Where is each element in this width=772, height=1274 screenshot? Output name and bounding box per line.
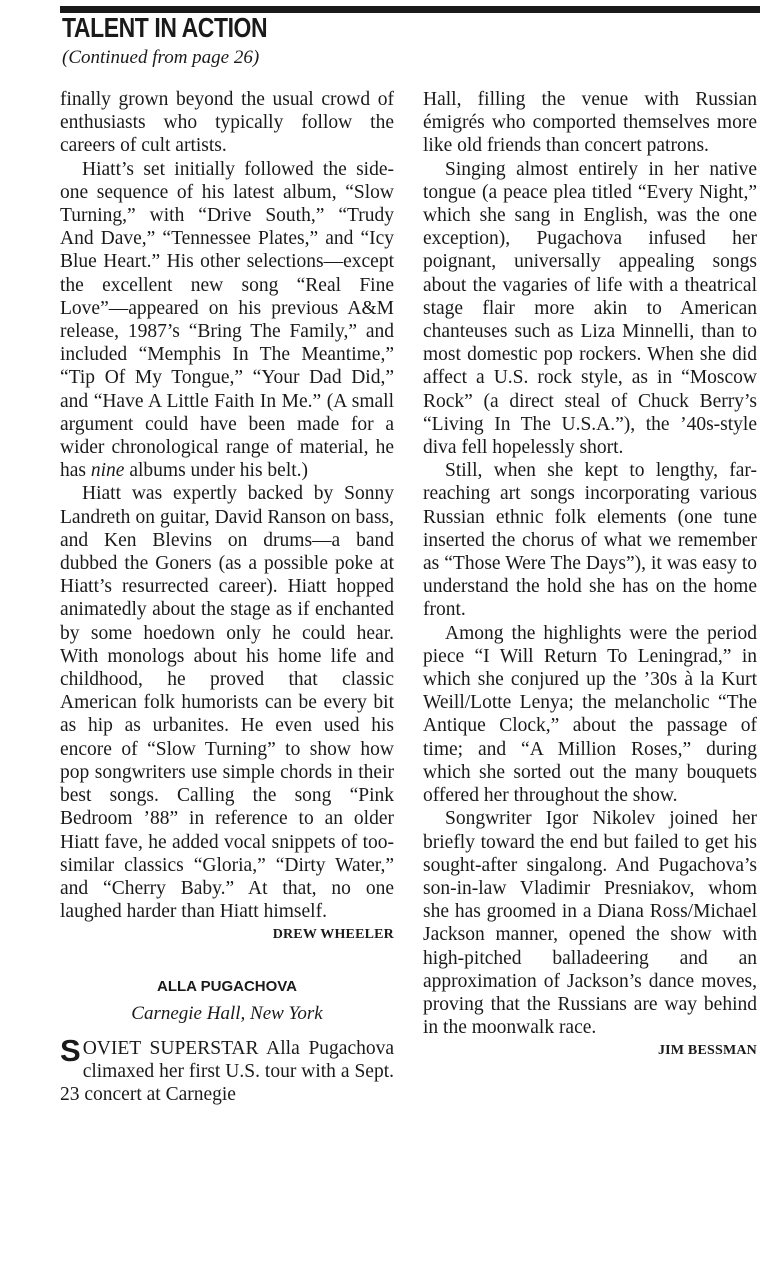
section-title: TALENT IN ACTION [62, 12, 268, 43]
hiatt-paragraph-1: finally grown beyond the usual crowd of enthusiasts who typically follow the careers of cult artists. [60, 89, 394, 157]
hiatt-paragraph-3: Hiatt was expertly backed by Sonny Landreth on guitar, David Ranson on bass, and Ken Blevins on drums—a band dubbed the Goners (as a possible poke at Hiatt’s resurrected career). Hiatt hopped animatedly about the stage as if enchanted by some hoedown only he could hear. With monologs about his home life and childhood, he proved that classic American folk humorists can be every bit as hip as urbanites. He even used his encore of “Slow Turning” to show how pop songwriters use simple chords in their best songs. Calling the song “Pink Bedroom ’88” in reference to an older Hiatt fave, he added vocal snippets of too-similar classics “Gloria,” “Dirty Water,” and “Cherry Baby.” At that, no one laughed harder than Hiatt himself. [60, 483, 394, 923]
review-artist: ALLA PUGACHOVA [157, 977, 297, 995]
byline-jim-bessman: JIM BESSMAN [657, 1043, 757, 1059]
emphasis-nine: nine [90, 460, 125, 482]
pugachova-paragraph-1: Hall, filling the venue with Russian émigrés who comported themselves more like old friends than concert patrons. [423, 89, 757, 157]
pugachova-lead-paragraph: SOVIET SUPERSTAR Alla Pugachova climaxed her first U.S. tour with a Sept. 23 concert at Carnegie [60, 1032, 394, 1106]
review-heading [60, 975, 394, 1025]
byline-drew-wheeler: DREW WHEELER [272, 927, 394, 943]
review-venue: Carnegie Hall, New York [131, 1002, 323, 1024]
pugachova-paragraph-5: Songwriter Igor Nikolev joined her briefly toward the end but failed to get his sought-after singalong. And Pugachova’s son-in-law Vladimir Presniakov, whom she has groomed in a Diana Ross/Michael Jackson manner, opened the show with high-pitched balladeering and an approximation of Jackson’s dance moves, proving that the Russians are way behind in the moonwalk race. [423, 808, 757, 1039]
pugachova-paragraph-4: Among the highlights were the period piece “I Will Return To Leningrad,” in which she conjured up the ’30s à la Kurt Weill/Lotte Lenya; the melancholic “The Antique Clock,” about the passage of time; and “A Million Roses,” during which she sorted out the many bouquets offered her throughout the show. [423, 622, 757, 807]
hiatt-paragraph-2: Hiatt’s set initially followed the side-one sequence of his latest album, “Slow Turning,” with “Drive South,” “Trudy And Dave,” “Tennessee Plates,” and “Icy Blue Heart.” His other selections—except the excellent new song “Real Fine Love”—appeared on his previous A&M release, 1987’s “Bring The Family,” and included “Memphis In The Meantime,” “Tip Of My Tongue,” “Your Dad Did,” and “Have A Little Faith In Me.” (A small argument could have been made for a wider chronological range of material, he has nine albums under his belt.) [60, 158, 394, 482]
right-column [423, 88, 757, 1063]
continued-note: (Continued from page 26) [62, 47, 260, 68]
drop-cap: S [60, 1032, 81, 1068]
pugachova-paragraph-2: Singing almost entirely in her native tongue (a peace plea titled “Every Night,” which she sang in English, was the one exception), Pugachova infused her poignant, universally appealing songs about the vagaries of life with a theatrical stage flair more akin to American chanteuses such as Liza Minnelli, than to most domestic pop rockers. When she did affect a U.S. rock style, as in “Moscow Rock” (a direct steal of Chuck Berry’s “Living In The U.S.A.”), the ’40s-style diva fell hopelessly short. [423, 158, 757, 459]
pugachova-paragraph-3: Still, when she kept to lengthy, far-reaching art songs incorporating various Russian ethnic folk elements (one tune inserted the chorus of what we remember as “Those Were The Days”), it was easy to understand the hold she has on the home front. [423, 460, 757, 621]
left-column [60, 88, 394, 1107]
